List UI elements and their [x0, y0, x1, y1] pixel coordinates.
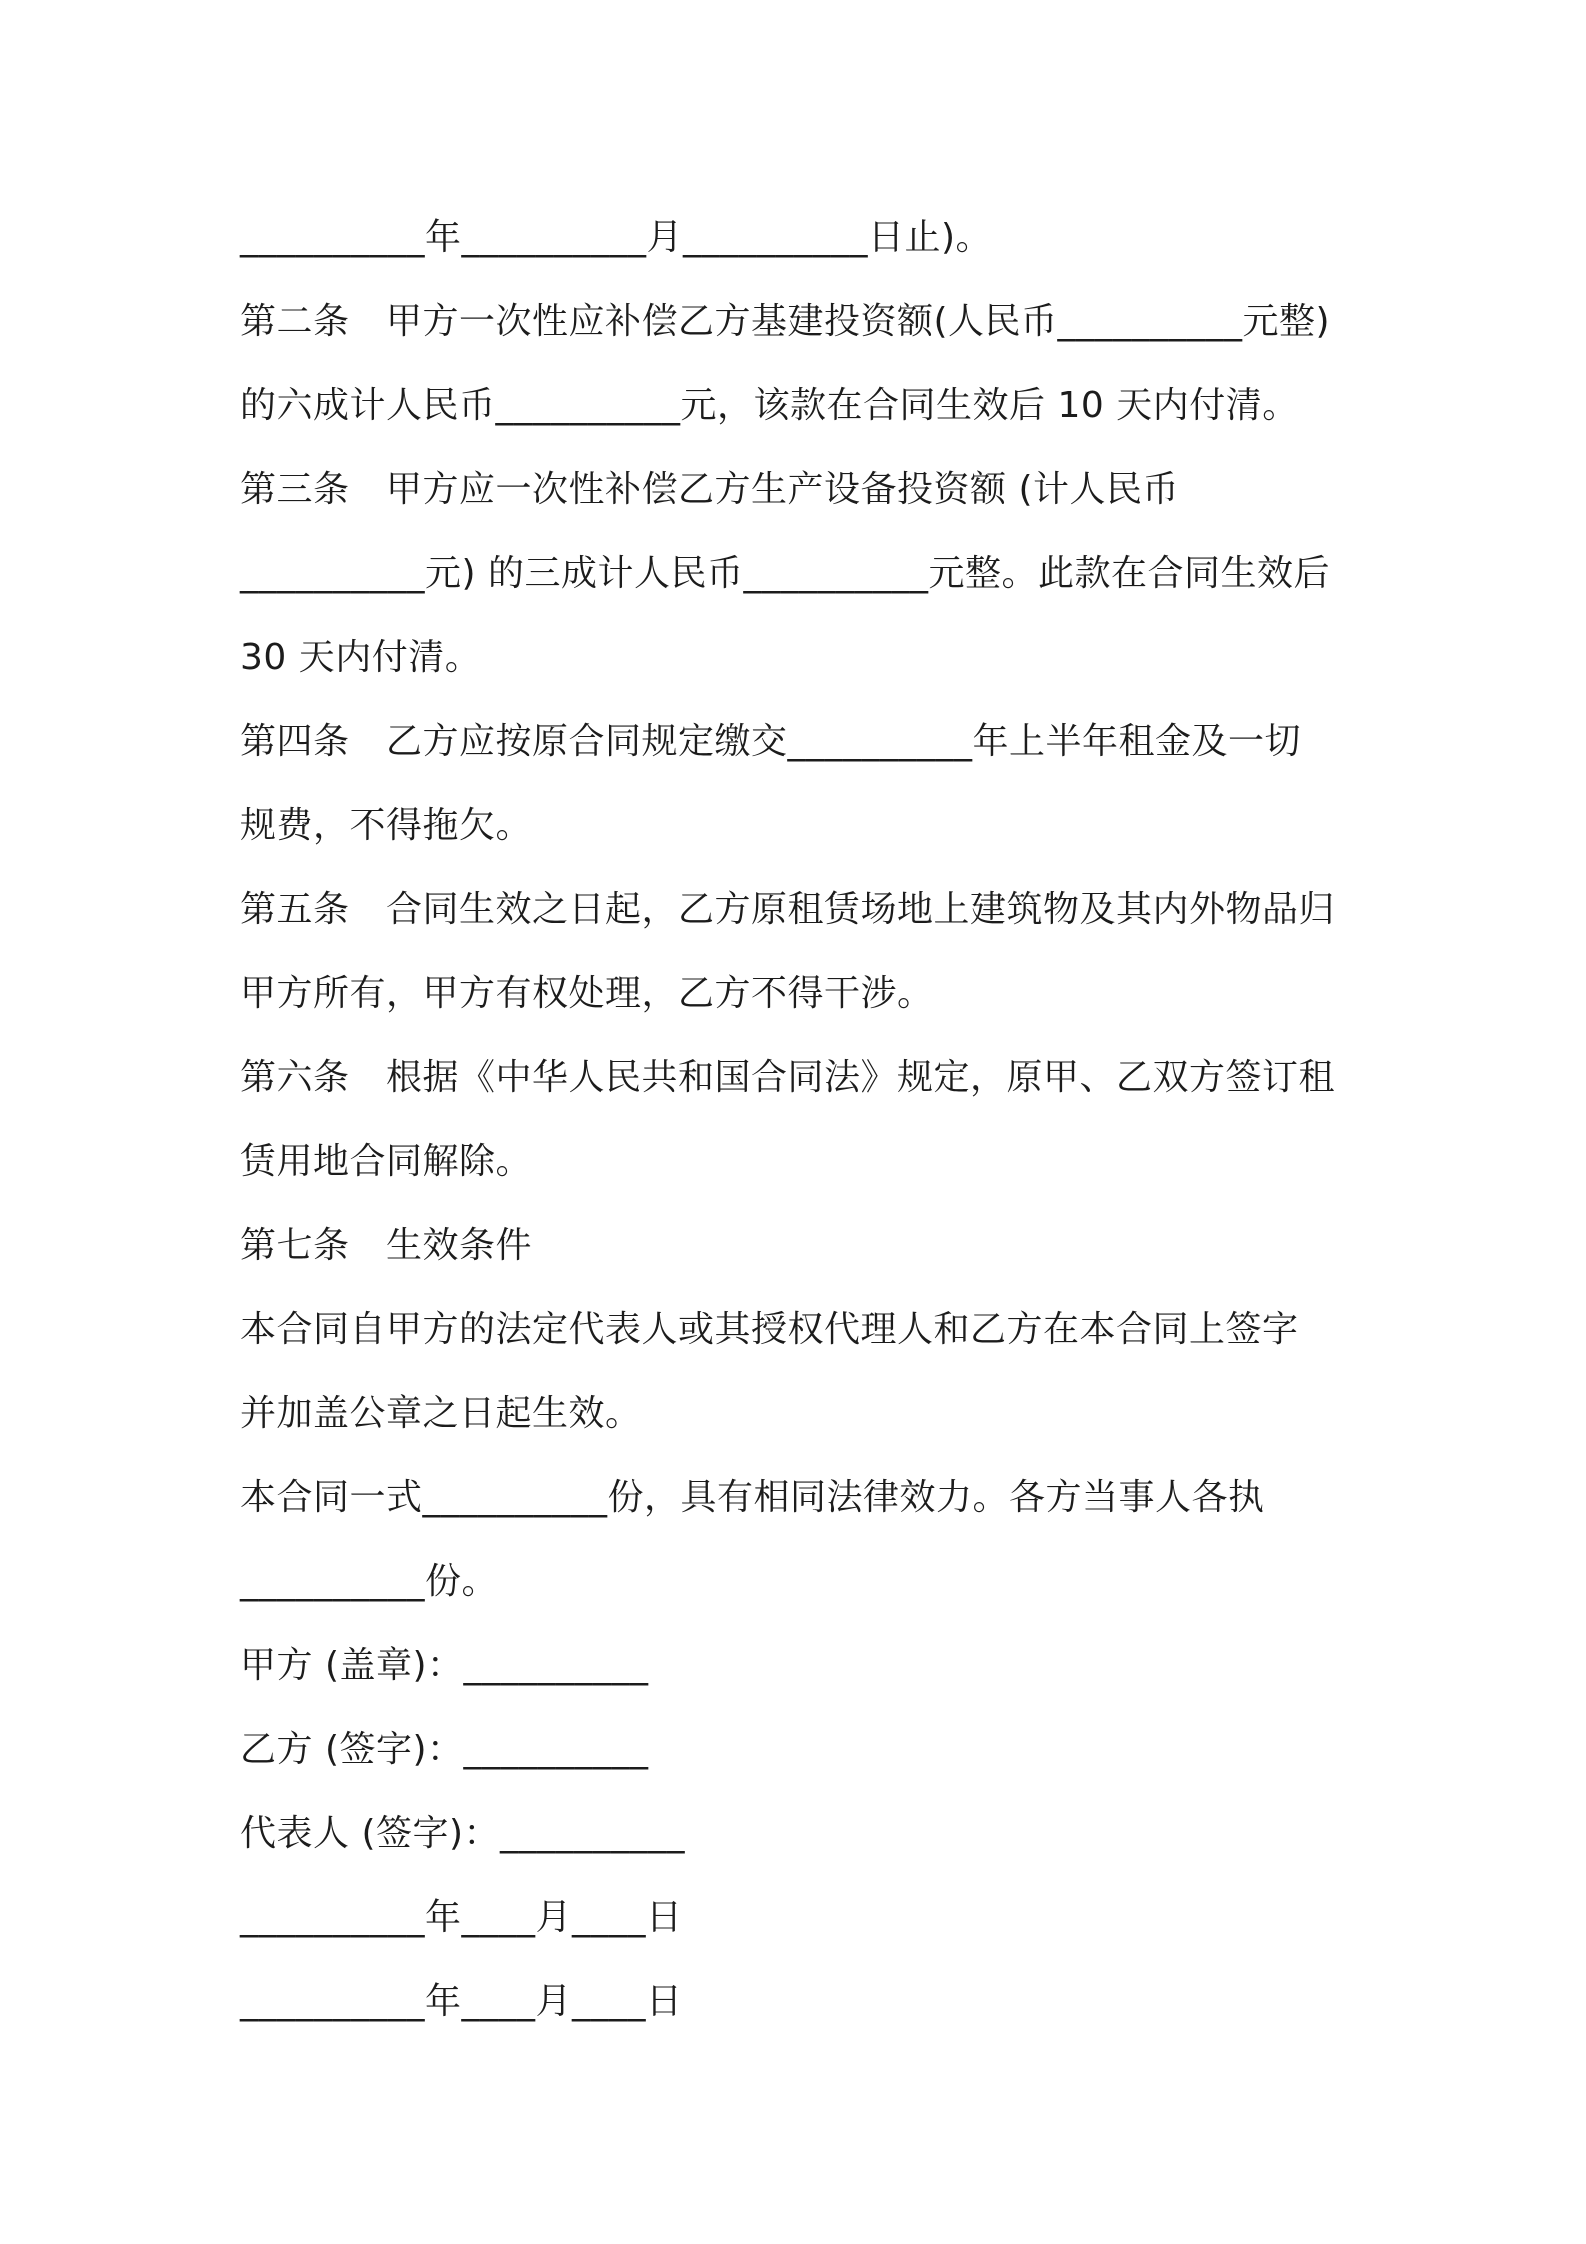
text-line: 甲方所有，甲方有权处理，乙方不得干涉。: [240, 973, 934, 1014]
text-line: 规费，不得拖欠。: [240, 805, 533, 846]
representative-signature-line: 代表人 (签字)：__________: [240, 1813, 686, 1854]
article-3-line: 第三条 甲方应一次性补偿乙方生产设备投资额 (计人民币: [240, 469, 1179, 510]
article-6-line: 第六条 根据《中华人民共和国合同法》规定，原甲、乙双方签订租: [240, 1057, 1336, 1098]
article-4-line: 第四条 乙方应按原合同规定缴交__________年上半年租金及一切: [240, 721, 1302, 762]
text-line: __________份。: [240, 1561, 499, 1602]
contract-body: [240, 196, 1380, 2044]
text-line: 本合同自甲方的法定代表人或其授权代理人和乙方在本合同上签字: [240, 1309, 1299, 1350]
text-line: 本合同一式__________份，具有相同法律效力。各方当事人各执: [240, 1477, 1265, 1518]
text-line: 30 天内付清。: [240, 637, 482, 678]
article-2-line: 第二条 甲方一次性应补偿乙方基建投资额(人民币__________元整): [240, 301, 1331, 342]
text-line: 赁用地合同解除。: [240, 1141, 533, 1182]
date-line: __________年____月____日: [240, 1981, 683, 2022]
party-a-seal-line: 甲方 (盖章)：__________: [240, 1645, 649, 1686]
party-b-signature-line: 乙方 (签字)：__________: [240, 1729, 649, 1770]
article-7-line: 第七条 生效条件: [240, 1225, 533, 1266]
date-line: __________年____月____日: [240, 1897, 683, 1938]
text-line: __________元) 的三成计人民币__________元整。此款在合同生效后: [240, 553, 1330, 594]
text-line: 的六成计人民币__________元，该款在合同生效后 10 天内付清。: [240, 385, 1299, 426]
text-line: __________年__________月__________日止)。: [240, 217, 993, 258]
text-line: 并加盖公章之日起生效。: [240, 1393, 642, 1434]
article-5-line: 第五条 合同生效之日起，乙方原租赁场地上建筑物及其内外物品归: [240, 889, 1336, 930]
